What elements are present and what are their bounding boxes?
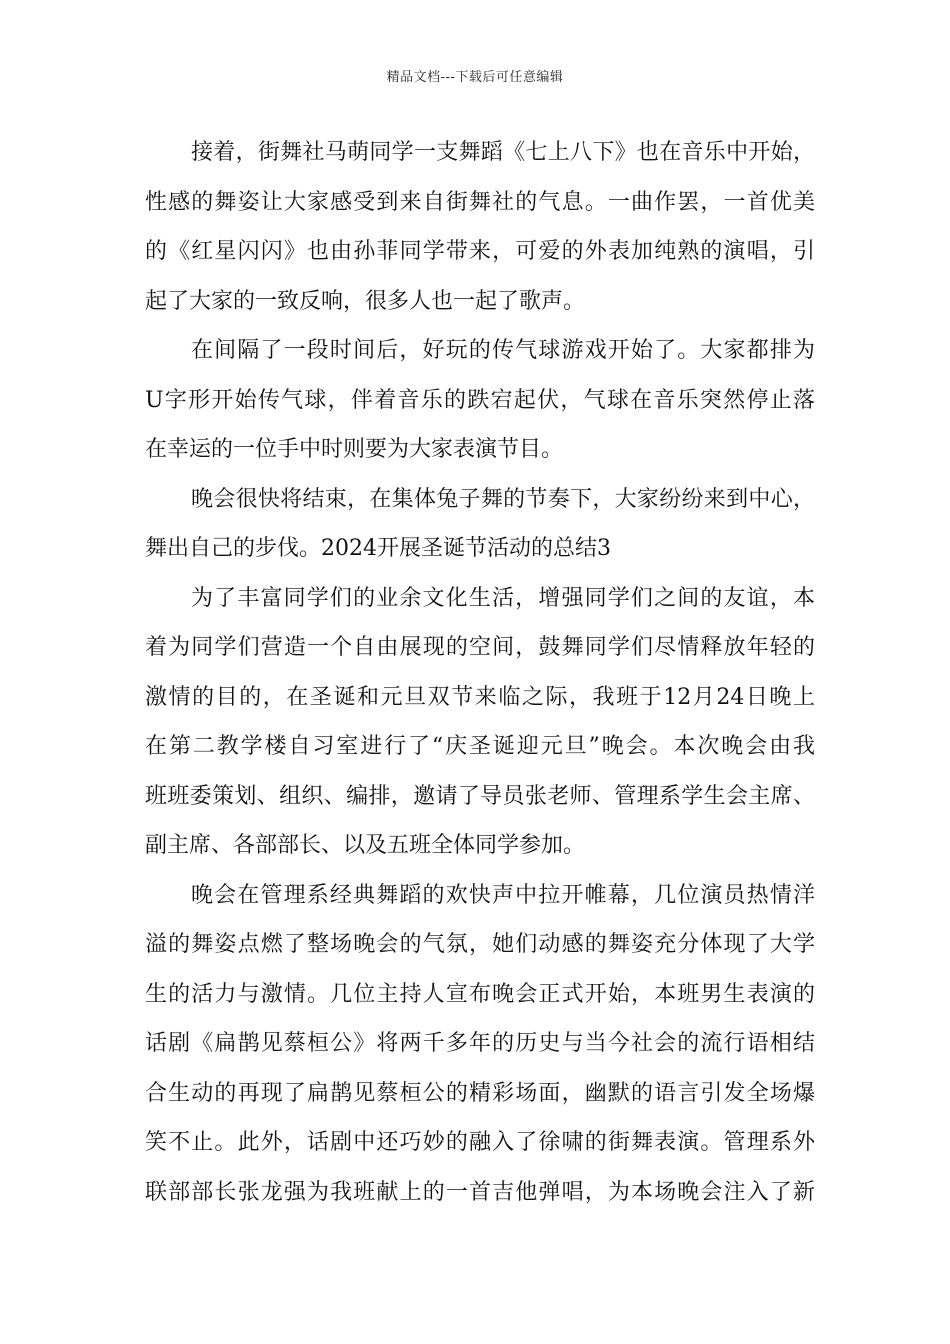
text-line: 在幸运的一位手中时则要为大家表演节目。 bbox=[145, 437, 564, 462]
text-line: 晚会很快将结束，在集体兔子舞的节奏下，大家纷纷来到中心， bbox=[191, 486, 815, 512]
text-line: U字形开始传气球，伴着音乐的跌宕起伏，气球在音乐突然停止落 bbox=[145, 387, 815, 413]
text-line: 在第二教学楼自习室进行了“庆圣诞迎元旦”晚会。本次晚会由我 bbox=[145, 734, 815, 759]
text-line: 在间隔了一段时间后，好玩的传气球游戏开始了。大家都排为 bbox=[191, 338, 815, 363]
text-line: 生的活力与激情。几位主持人宣布晚会正式开始，本班男生表演的 bbox=[145, 981, 815, 1007]
text-line: 笑不止。此外，话剧中还巧妙的融入了徐啸的街舞表演。管理系外 bbox=[145, 1130, 815, 1155]
text-line: 话剧《扁鹊见蔡桓公》将两千多年的历史与当今社会的流行语相结 bbox=[145, 1031, 815, 1056]
text-line: 起了大家的一致反响，很多人也一起了歌声。 bbox=[145, 288, 586, 314]
text-line: 晚会在管理系经典舞蹈的欢快声中拉开帷幕，几位演员热情洋 bbox=[191, 882, 815, 908]
document-body bbox=[145, 128, 815, 1217]
page-header: 精品文档---下载后可任意编辑 bbox=[386, 70, 564, 85]
text-line: 性感的舞姿让大家感受到来自街舞社的气息。一曲作罢，一首优美 bbox=[145, 189, 815, 215]
text-line: 班班委策划、组织、编排，邀请了导员张老师、管理系学生会主席、 bbox=[145, 783, 815, 809]
text-line: 为了丰富同学们的业余文化生活，增强同学们之间的友谊，本 bbox=[191, 585, 815, 611]
text-line: 合生动的再现了扁鹊见蔡桓公的精彩场面，幽默的语言引发全场爆 bbox=[145, 1080, 815, 1106]
text-line: 舞出自己的步伐。2024开展圣诞节活动的总结3 bbox=[145, 536, 611, 561]
text-line: 接着，街舞社马萌同学一支舞蹈《七上八下》也在音乐中开始， bbox=[191, 140, 815, 165]
text-line: 溢的舞姿点燃了整场晚会的气氛，她们动感的舞姿充分体现了大学 bbox=[145, 932, 815, 957]
text-line: 副主席、各部部长、以及五班全体同学参加。 bbox=[145, 833, 586, 858]
text-line: 联部部长张龙强为我班献上的一首吉他弹唱，为本场晚会注入了新 bbox=[145, 1179, 815, 1205]
text-line: 激情的目的，在圣诞和元旦双节来临之际，我班于12月24日晚上 bbox=[145, 684, 815, 710]
text-line: 着为同学们营造一个自由展现的空间，鼓舞同学们尽情释放年轻的 bbox=[145, 635, 815, 660]
text-line: 的《红星闪闪》也由孙菲同学带来，可爱的外表加纯熟的演唱，引 bbox=[145, 239, 815, 264]
